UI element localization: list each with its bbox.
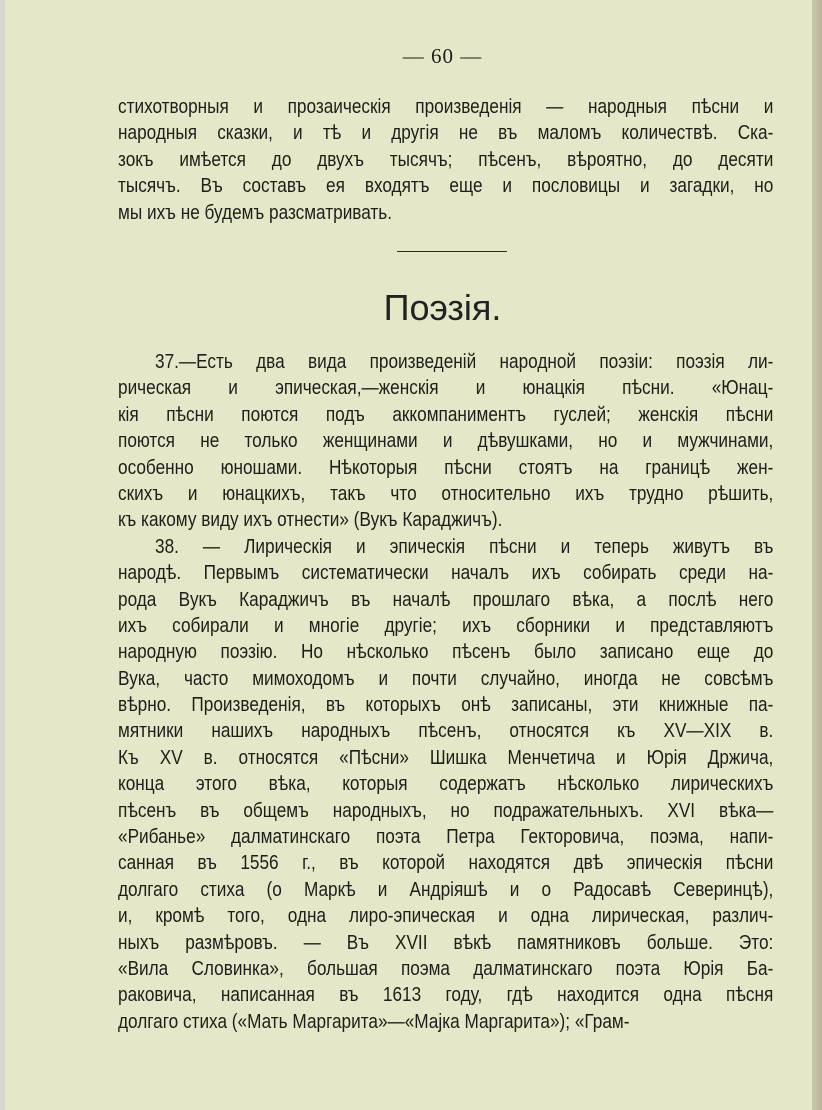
text-line: ихъ собирали и многіе другіе; ихъ сборники и представляютъ [118,614,774,637]
scan-left-edge [0,0,5,1110]
text-line: 38. — Лирическія и эпическія пѣсни и теперь живутъ въ [155,535,774,558]
text-line: кія пѣсни поются подъ аккомпаниментъ гуслей; женскія пѣсни [118,403,774,426]
paragraph-line [118,903,773,929]
intro-line [118,94,773,120]
text-line: тысячъ. Въ составъ ея входятъ еще и пословицы и загадки, но [118,175,774,198]
paragraph-line [118,1009,773,1035]
text-line: стихотворныя и прозаическія произведенія — народныя пѣсни и [118,96,774,118]
text-line: народную поэзію. Но нѣсколько пѣсенъ было записано еще до [118,641,774,664]
text-line: поются не только женщинами и дѣвушками, но и мужчинами, [118,430,774,453]
text-line: рода Вукъ Караджичъ въ началѣ прошлаго вѣка, а послѣ него [118,588,774,611]
paragraph-line [118,930,773,956]
paragraph-line [118,824,773,850]
paragraph-line [118,402,773,428]
paragraph-line [118,560,773,586]
text-line: «Вила Словинка», большая поэма далматинскаго поэта Юрія Ба- [118,957,774,980]
paragraph-line [118,877,773,903]
intro-line [118,120,773,146]
text-line: зокъ имѣется до двухъ тысячъ; пѣсенъ, вѣроятно, до десяти [118,148,774,171]
text-line: ныхъ размѣровъ. — Въ XVII вѣкѣ памятниковъ больше. Это: [118,931,774,954]
paragraph-line [118,850,773,876]
text-line: къ какому виду ихъ отнести» (Вукъ Караджичъ). [118,509,503,532]
text-line: 37.—Есть два вида произведеній народной поэзіи: поэзія ли- [155,351,774,373]
paragraph-line [118,982,773,1008]
paragraph-line [118,375,773,401]
text-line: пѣсенъ въ общемъ народныхъ, но подражательныхъ. XVI вѣка— [118,799,774,822]
text-line: особенно юношами. Нѣкоторыя пѣсни стоятъ на границѣ жен- [118,456,774,479]
body-text [118,349,773,1035]
paragraph-line [118,613,773,639]
text-line: Къ XV в. относятся «Пѣсни» Шишка Менчетича и Юрія Држича, [118,746,774,769]
text-line: долгаго стиха (о Маркѣ и Андріяшѣ и о Радосавѣ Северинцѣ), [118,878,774,901]
paragraph-line [118,587,773,613]
section-title: Поэзія. [383,287,502,328]
paragraph-line [118,692,773,718]
intro-line [118,173,773,199]
page-number: — 60 — [402,44,483,68]
text-line: раковича, написанная въ 1613 году, гдѣ находится одна пѣсня [118,984,774,1007]
intro-line [118,147,773,173]
paragraph-line [118,428,773,454]
paragraph-line [118,798,773,824]
text-line: Вука, часто мимоходомъ и почти случайно, иногда не совсѣмъ [118,667,774,690]
text-line: мятники нашихъ народныхъ пѣсенъ, относятся къ XV—XIX в. [118,720,774,743]
text-line: конца этого вѣка, которыя содержатъ нѣсколько лирическихъ [118,773,774,796]
text-line: и, кромѣ того, одна лиро-эпическая и одна лирическая, различ- [118,905,774,928]
section-divider [397,251,507,252]
paragraph-line [118,745,773,771]
text-line: санная въ 1556 г., въ которой находятся двѣ эпическія пѣсни [118,852,774,875]
text-line: вѣрно. Произведенія, въ которыхъ онѣ записаны, эти книжные па- [118,694,774,717]
intro-paragraph [118,94,773,226]
paragraph-line [118,771,773,797]
scan-right-edge [812,0,822,1110]
paragraph-line [118,534,773,560]
text-line: рическая и эпическая,—женскія и юнацкія пѣсни. «Юнац- [118,377,774,400]
paragraph-line [118,455,773,481]
paragraph-line [118,639,773,665]
text-line: народѣ. Первымъ систематически началъ ихъ собирать среди на- [118,562,774,585]
text-line: долгаго стиха («Мать Маргарита»—«Мајка Маргарита»); «Грам- [118,1010,630,1033]
text-line: народныя сказки, и тѣ и другія не въ маломъ количествѣ. Ска- [118,122,774,145]
paragraph-line [118,349,773,375]
text-line: скихъ и юнацкихъ, такъ что относительно ихъ трудно рѣшить, [118,482,774,505]
text-line: «Рибанье» далматинскаго поэта Петра Гекторовича, поэма, напи- [118,826,774,849]
paragraph-line [118,666,773,692]
paragraph-line [118,718,773,744]
paragraph-line [118,507,773,533]
paragraph-line [118,956,773,982]
text-line: мы ихъ не будемъ разсматривать. [118,201,393,224]
paragraph-line [118,481,773,507]
intro-line [118,200,773,226]
